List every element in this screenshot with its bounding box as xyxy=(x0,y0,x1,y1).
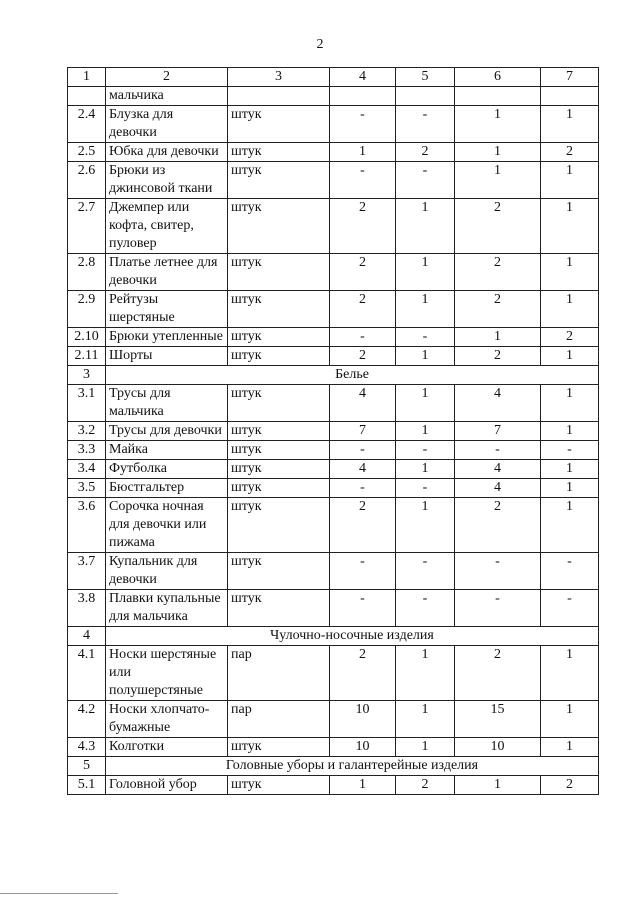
value-col-4: - xyxy=(330,590,396,627)
item-unit: штук xyxy=(228,553,330,590)
item-unit: штук xyxy=(228,385,330,422)
item-name: Трусы для девочки xyxy=(106,422,228,441)
table-row xyxy=(68,162,599,199)
table-row xyxy=(68,498,599,553)
table-row xyxy=(68,701,599,738)
value-col-5: 1 xyxy=(396,347,455,366)
value-col-5: 2 xyxy=(396,776,455,795)
item-name: Джемпер или кофта, свитер, пуловер xyxy=(106,199,228,254)
section-row xyxy=(68,627,599,646)
value-col-6: 1 xyxy=(455,328,541,347)
value-col-4: - xyxy=(330,162,396,199)
value-col-4: 4 xyxy=(330,385,396,422)
table-row xyxy=(68,254,599,291)
table-row xyxy=(68,328,599,347)
value-col-7: 1 xyxy=(541,479,599,498)
value-col-7: 1 xyxy=(541,646,599,701)
item-name: Купальник для девочки xyxy=(106,553,228,590)
value-col-6: 2 xyxy=(455,347,541,366)
value-col-7: 1 xyxy=(541,385,599,422)
item-name: Юбка для девочки xyxy=(106,143,228,162)
section-title: Головные уборы и галантерейные изделия xyxy=(106,757,599,776)
item-unit: штук xyxy=(228,441,330,460)
item-number: 3.4 xyxy=(68,460,106,479)
item-unit: штук xyxy=(228,291,330,328)
item-number: 2.7 xyxy=(68,199,106,254)
value-col-4: - xyxy=(330,441,396,460)
value-col-5: 2 xyxy=(396,143,455,162)
value-col-6: 1 xyxy=(455,106,541,143)
value-col-4: - xyxy=(330,328,396,347)
value-col-5: 1 xyxy=(396,460,455,479)
table-row xyxy=(68,460,599,479)
value-col-4: 2 xyxy=(330,347,396,366)
item-number: 2.8 xyxy=(68,254,106,291)
item-unit: пар xyxy=(228,646,330,701)
norms-table xyxy=(67,67,599,795)
item-unit: штук xyxy=(228,254,330,291)
section-title: Белье xyxy=(106,366,599,385)
table-row xyxy=(68,590,599,627)
item-number: 2.4 xyxy=(68,106,106,143)
value-col-4: 4 xyxy=(330,460,396,479)
item-number: 2.6 xyxy=(68,162,106,199)
value-col-6: - xyxy=(455,441,541,460)
value-col-4: - xyxy=(330,479,396,498)
item-name: Бюстгальтер xyxy=(106,479,228,498)
value-col-5: 1 xyxy=(396,291,455,328)
value-col-5: 1 xyxy=(396,498,455,553)
value-col-7: 1 xyxy=(541,347,599,366)
value-col-6: 1 xyxy=(455,776,541,795)
value-col-4: 10 xyxy=(330,738,396,757)
value-col-7: 1 xyxy=(541,162,599,199)
footer-rule xyxy=(0,893,118,894)
value-col-6: 7 xyxy=(455,422,541,441)
value-col-7: 1 xyxy=(541,422,599,441)
item-unit: штук xyxy=(228,738,330,757)
item-number: 3.5 xyxy=(68,479,106,498)
value-col-6: 10 xyxy=(455,738,541,757)
item-unit: штук xyxy=(228,199,330,254)
value-col-5: 1 xyxy=(396,646,455,701)
item-unit: штук xyxy=(228,776,330,795)
value-col-4: - xyxy=(330,553,396,590)
value-col-6: 4 xyxy=(455,479,541,498)
item-number: 4.2 xyxy=(68,701,106,738)
item-name: мальчика xyxy=(106,87,228,106)
section-number: 4 xyxy=(68,627,106,646)
item-unit: штук xyxy=(228,143,330,162)
item-name: Брюки из джинсовой ткани xyxy=(106,162,228,199)
table-row xyxy=(68,646,599,701)
table-row xyxy=(68,479,599,498)
item-name: Колготки xyxy=(106,738,228,757)
value-col-6: 2 xyxy=(455,291,541,328)
table-row xyxy=(68,738,599,757)
section-row xyxy=(68,757,599,776)
value-col-7: 1 xyxy=(541,106,599,143)
table-body xyxy=(68,68,599,795)
header-cell: 4 xyxy=(330,68,396,87)
table-row xyxy=(68,553,599,590)
item-number: 3.8 xyxy=(68,590,106,627)
value-col-6: - xyxy=(455,590,541,627)
section-row xyxy=(68,366,599,385)
item-number: 3.1 xyxy=(68,385,106,422)
value-col-5 xyxy=(396,87,455,106)
section-title: Чулочно-носочные изделия xyxy=(106,627,599,646)
value-col-7: 2 xyxy=(541,143,599,162)
item-name: Футболка xyxy=(106,460,228,479)
item-number: 4.3 xyxy=(68,738,106,757)
value-col-5: - xyxy=(396,590,455,627)
item-unit: штук xyxy=(228,590,330,627)
item-unit: штук xyxy=(228,106,330,143)
value-col-7 xyxy=(541,87,599,106)
item-number: 3.2 xyxy=(68,422,106,441)
header-cell: 2 xyxy=(106,68,228,87)
table-row xyxy=(68,143,599,162)
value-col-7: 1 xyxy=(541,460,599,479)
item-number: 2.5 xyxy=(68,143,106,162)
item-name: Сорочка ночная для девочки или пижама xyxy=(106,498,228,553)
value-col-4: 2 xyxy=(330,646,396,701)
value-col-6 xyxy=(455,87,541,106)
item-unit: штук xyxy=(228,347,330,366)
value-col-4: 1 xyxy=(330,143,396,162)
table-row xyxy=(68,776,599,795)
item-name: Головной убор xyxy=(106,776,228,795)
item-name: Майка xyxy=(106,441,228,460)
table-row xyxy=(68,199,599,254)
value-col-7: 2 xyxy=(541,328,599,347)
value-col-4: 7 xyxy=(330,422,396,441)
header-cell: 7 xyxy=(541,68,599,87)
table-row xyxy=(68,347,599,366)
item-unit: штук xyxy=(228,460,330,479)
table-row xyxy=(68,106,599,143)
value-col-6: 1 xyxy=(455,162,541,199)
value-col-5: 1 xyxy=(396,385,455,422)
value-col-5: - xyxy=(396,162,455,199)
value-col-6: 1 xyxy=(455,143,541,162)
item-number: 4.1 xyxy=(68,646,106,701)
value-col-7: - xyxy=(541,441,599,460)
header-cell: 1 xyxy=(68,68,106,87)
value-col-4: - xyxy=(330,106,396,143)
value-col-7: 1 xyxy=(541,701,599,738)
value-col-5: 1 xyxy=(396,254,455,291)
value-col-5: 1 xyxy=(396,199,455,254)
value-col-7: 1 xyxy=(541,498,599,553)
section-number: 3 xyxy=(68,366,106,385)
value-col-7: 1 xyxy=(541,291,599,328)
value-col-7: 1 xyxy=(541,254,599,291)
value-col-4 xyxy=(330,87,396,106)
item-name: Шорты xyxy=(106,347,228,366)
item-name: Брюки утепленные xyxy=(106,328,228,347)
item-unit: штук xyxy=(228,479,330,498)
item-unit: штук xyxy=(228,422,330,441)
item-name: Рейтузы шерстяные xyxy=(106,291,228,328)
value-col-5: - xyxy=(396,106,455,143)
value-col-5: 1 xyxy=(396,701,455,738)
value-col-4: 2 xyxy=(330,498,396,553)
value-col-6: 2 xyxy=(455,646,541,701)
value-col-4: 2 xyxy=(330,254,396,291)
value-col-5: - xyxy=(396,479,455,498)
header-cell: 3 xyxy=(228,68,330,87)
value-col-5: 1 xyxy=(396,738,455,757)
value-col-7: 2 xyxy=(541,776,599,795)
value-col-5: - xyxy=(396,441,455,460)
item-unit: штук xyxy=(228,328,330,347)
table-row xyxy=(68,385,599,422)
header-cell: 5 xyxy=(396,68,455,87)
value-col-4: 1 xyxy=(330,776,396,795)
item-unit: пар xyxy=(228,701,330,738)
item-name: Блузка для девочки xyxy=(106,106,228,143)
item-number: 3.7 xyxy=(68,553,106,590)
value-col-7: 1 xyxy=(541,738,599,757)
item-number xyxy=(68,87,106,106)
value-col-6: - xyxy=(455,553,541,590)
item-name: Трусы для мальчика xyxy=(106,385,228,422)
value-col-7: - xyxy=(541,553,599,590)
value-col-6: 4 xyxy=(455,460,541,479)
value-col-6: 2 xyxy=(455,498,541,553)
table-row xyxy=(68,87,599,106)
value-col-6: 2 xyxy=(455,199,541,254)
value-col-6: 4 xyxy=(455,385,541,422)
table-row xyxy=(68,441,599,460)
table-row xyxy=(68,422,599,441)
value-col-5: - xyxy=(396,328,455,347)
value-col-4: 2 xyxy=(330,291,396,328)
value-col-4: 2 xyxy=(330,199,396,254)
item-number: 5.1 xyxy=(68,776,106,795)
value-col-5: 1 xyxy=(396,422,455,441)
value-col-6: 15 xyxy=(455,701,541,738)
table-row xyxy=(68,291,599,328)
item-number: 2.9 xyxy=(68,291,106,328)
section-number: 5 xyxy=(68,757,106,776)
item-unit: штук xyxy=(228,162,330,199)
item-name: Плавки купальные для мальчика xyxy=(106,590,228,627)
item-number: 2.11 xyxy=(68,347,106,366)
value-col-6: 2 xyxy=(455,254,541,291)
item-name: Носки шерстяные или полушерстяные xyxy=(106,646,228,701)
header-cell: 6 xyxy=(455,68,541,87)
item-number: 3.3 xyxy=(68,441,106,460)
item-number: 3.6 xyxy=(68,498,106,553)
item-unit xyxy=(228,87,330,106)
page-number: 2 xyxy=(316,37,324,52)
value-col-5: - xyxy=(396,553,455,590)
item-unit: штук xyxy=(228,498,330,553)
value-col-7: 1 xyxy=(541,199,599,254)
value-col-4: 10 xyxy=(330,701,396,738)
item-number: 2.10 xyxy=(68,328,106,347)
value-col-7: - xyxy=(541,590,599,627)
item-name: Платье летнее для девочки xyxy=(106,254,228,291)
header-row xyxy=(68,68,599,87)
item-name: Носки хлопчато-бумажные xyxy=(106,701,228,738)
